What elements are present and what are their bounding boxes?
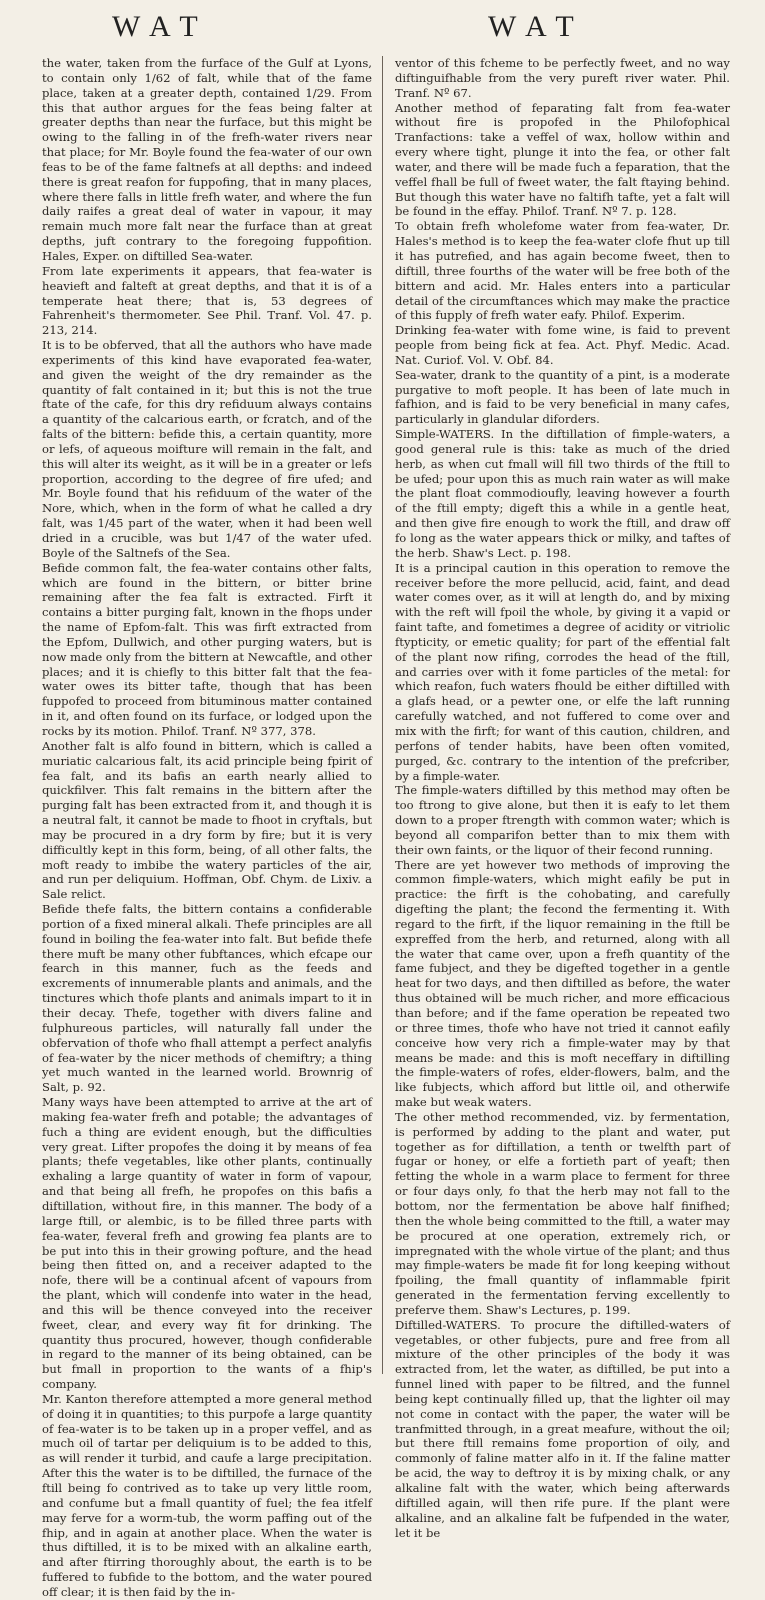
paragraph: It is to be obferved, that all the authors who have made experiments of this kind have evaporated fea-water, and given the weight of the dry remainder as the quantity of falt contained in it; but this is not the true ftate of the cafe, for this dry refiduum always contains a quantity of the calcarious earth, or fcratch, and of the falts of the bittern: befide this, a certain quantity, more or lefs, of aqueous moifture will remain in the falt, and this will alter its weight, as it will be in a greater or lefs proportion, according to the degree of fire ufed; and Mr. Boyle found that his refiduum of the water of the Nore, which, when in the form of what he called a dry falt, was 1/45 part of the water, when it had been well dried in a crucible, was but 1/47 of the water ufed. Boyle of the Saltnefs of the Sea. (42, 338, 372, 560)
right-column (395, 56, 730, 1540)
paragraph: To obtain frefh wholefome water from fea-water, Dr. Hales's method is to keep the fea-water clofe fhut up till it has putrefied, and has again become fweet, then to diftill, three fourths of the water will be free both of the bittern and acid. Mr. Hales enters into a particular detail of the circumftances which may make the practice of this fupply of frefh water eafy. Philof. Experim. (395, 219, 730, 323)
paragraph: Befide common falt, the fea-water contains other falts, which are found in the bittern, or bitter brine remaining after the fea falt is extracted. Firft it contains a bitter purging falt, known in the fhops under the name of Epfom-falt. This was firft extracted from the Epfom, Dullwich, and other purging waters, but is now made only from the bittern at Newcaftle, and other places; and it is chiefly to this bitter falt that the fea-water owes its bitter tafte, though that has been fuppofed to proceed from bituminous matter contained in it, and often found on its furface, or lodged upon the rocks by its motion. Philof. Tranf. Nº 377, 378. (42, 560, 372, 738)
paragraph: Another falt is alfo found in bittern, which is called a muriatic calcarious falt, its acid principle being fpirit of fea falt, and its bafis an earth nearly allied to quickfilver. This falt remains in the bittern after the purging falt has been extracted from it, and though it is a neutral falt, it cannot be made to fhoot in cryftals, but may be procured in a dry form by fire; but it is very difficultly kept in this form, being, of all other falts, the moft ready to imbibe the watery particles of the air, and run per deliquium. Hoffman, Obf. Chym. de Lixiv. a Sale relict. (42, 738, 372, 902)
paragraph: Sea-water, drank to the quantity of a pint, is a moderate purgative to moft people. It has been of late much in fafhion, and is faid to be very beneficial in many cafes, particularly in glandular diforders. (395, 367, 730, 427)
paragraph: From late experiments it appears, that fea-water is heavieft and falteft at great depths, and that it is of a temperate heat there; that is, 53 degrees of Fahrenheit's thermometer. See Phil. Tranf. Vol. 47. p. 213, 214. (42, 263, 372, 338)
paragraph: the water, taken from the furface of the Gulf at Lyons, to contain only 1/62 of falt, while that of the fame place, taken at a greater depth, contained 1/29. From this that author argues for the feas being falter at greater depths than near the furface, but this might be owing to the falling in of the frefh-water rivers near that place; for Mr. Boyle found the fea-water of our own feas to be of the fame faltnefs at all depths: and indeed there is great reafon for fuppofing, that in many places, where there falls in little frefh water, and where the fun daily raifes a great deal of water in vapour, it may remain much more falt near the furface than at great depths, juft contrary to the foregoing fuppofition. Hales, Exper. on diftilled Sea-water. (42, 56, 372, 263)
column-divider (382, 56, 383, 1374)
paragraph: Mr. Kanton therefore attempted a more general method of doing it in quantities; to this purpofe a large quantity of fea-water is to be taken up in a proper veffel, and as much oil of tartar per deliquium is to be added to this, as will render it turbid, and caufe a large precipitation. After this the water is to be diftilled, the furnace of the ftill being fo contrived as to take up very little room, and confume but a fmall quantity of fuel; the fea itfelf may ferve for a worm-tub, the worm paffing out of the fhip, and in again at another place. When the water is thus diftilled, it is to be mixed with an alkaline earth, and after ftirring thoroughly about, the earth is to be fuffered to fubfide to the bottom, and the water poured off clear; it is then faid by the in- (42, 1391, 372, 1599)
paragraph: Diftilled-WATERS. To procure the diftilled-waters of vegetables, or other fubjects, pure and free from all mixture of the other principles of the body it was extracted from, let the water, as diftilled, be put into a funnel lined with paper to be filtred, and the funnel being kept continually filled up, that the lighter oil may not come in contact with the paper, the water will be tranfmitted through, in a great meafure, without the oil; but there ftill remains fome proportion of oily, and commonly of faline matter alfo in it. If the faline matter be acid, the way to deftroy it is by mixing chalk, or any alkaline falt with the water, which being afterwards diftilled again, will then rife pure. If the plant were alkaline, and an alkaline falt be fufpended in the water, let it be (395, 1317, 730, 1540)
paragraph: There are yet however two methods of improving the common fimple-waters, which might eafily be put in practice: the firft is the cohobating, and carefully digefting the plant; the fecond the fermenting it. With regard to the firft, if the liquor remaining in the ftill be expreffed from the herb, and returned, along with all the water that came over, upon a frefh quantity of the fame fubject, and they be digefted together in a gentle heat for two days, and then diftilled as before, the water thus obtained will be much richer, and more efficacious than before; and if the fame operation be repeated two or three times, thofe who have not tried it cannot eafily conceive how very rich a fimple-water may by that means be made: and this is moft neceffary in diftilling the fimple-waters of rofes, elder-flowers, balm, and the like fubjects, which afford but little oil, and otherwife make but weak waters. (395, 857, 730, 1110)
paragraph: Many ways have been attempted to arrive at the art of making fea-water frefh and potable; the advantages of fuch a thing are evident enough, but the difficulties very great. Lifter propofes the doing it by means of fea plants; thefe vegetables, like other plants, continually exhaling a large quantity of water in form of vapour, and that being all frefh, he propofes on this bafis a diftillation, without fire, in this manner. The body of a large ftill, or alembic, is to be filled three parts with fea-water, feveral frefh and growing fea plants are to be put into this in their growing pofture, and the head being then fitted on, and a receiver adapted to the nofe, there will be a continual afcent of vapours from the plant, which will condenfe into water in the head, and this will be thence conveyed into the receiver fweet, clear, and every way fit for drinking. The quantity thus procured, however, though confiderable in regard to the manner of its being obtained, can be but fmall in proportion to the wants of a fhip's company. (42, 1095, 372, 1392)
paragraph: Simple-WATERS. In the diftillation of fimple-waters, a good general rule is this: take as much of the dried herb, as when cut fmall will fill two thirds of the ftill to be ufed; pour upon this as much rain water as will make the plant float commodioufly, leaving however a fourth of the ftill empty; digeft this a while in a gentle heat, and then give fire enough to work the ftill, and draw off fo long as the water appears thick or milky, and taftes of the herb. Shaw's Lect. p. 198. (395, 427, 730, 560)
left-column (42, 56, 372, 1600)
paragraph: The other method recommended, viz. by fermentation, is performed by adding to the plant and water, put together as for diftillation, a tenth or twelfth part of fugar or honey, or elfe a fortieth part of yeaft; then fetting the whole in a warm place to ferment for three or four days only, fo that the herb may not fall to the bottom, nor the fermentation be above half finifhed; then the whole being committed to the ftill, a water may be procured at one operation, extremely rich, or impregnated with the whole virtue of the plant; and thus may fimple-waters be made fit for long keeping without fpoiling, the fmall quantity of inflammable fpirit generated in the fermentation ferving excellently to preferve them. Shaw's Lectures, p. 199. (395, 1109, 730, 1317)
running-head-right: WAT (488, 10, 586, 43)
paragraph: It is a principal caution in this operation to remove the receiver before the more pellucid, acid, faint, and dead water comes over, as it will at length do, and by mixing with the reft will fpoil the whole, by giving it a vapid or faint tafte, and fometimes a degree of acidity or vitriolic ftypticity, or emetic quality; for part of the effential falt of the plant now rifing, corrodes the head of the ftill, and carries over with it fome particles of the metal: for which reafon, fuch waters fhould be either diftilled with a glafs head, or a pewter one, or elfe the laft running carefully watched, and not fuffered to come over and mix with the firft; for want of this caution, children, and perfons of tender habits, have been often vomited, purged, &c. contrary to the intention of the prefcriber, by a fimple-water. (395, 560, 730, 783)
paragraph: Drinking fea-water with fome wine, is faid to prevent people from being fick at fea. Act. Phyf. Medic. Acad. Nat. Curiof. Vol. V. Obf. 84. (395, 323, 730, 367)
paragraph: ventor of this fcheme to be perfectly fweet, and no way diftinguifhable from the very pureft river water. Phil. Tranf. Nº 67. (395, 56, 730, 100)
page-header (0, 10, 765, 46)
paragraph: Befide thefe falts, the bittern contains a confiderable portion of a fixed mineral alkali. Thefe principles are all found in boiling the fea-water into falt. But befide thefe there muft be many other fubftances, which efcape our fearch in this manner, fuch as the feeds and excrements of innumerable plants and animals, and the tinctures which thofe plants and animals impart to it in their decay. Thefe, together with divers faline and fulphureous particles, will naturally fall under the obfervation of thofe who fhall attempt a perfect analyfis of fea-water by the nicer methods of chemiftry; a thing yet much wanted in the learned world. Brownrig of Salt, p. 92. (42, 902, 372, 1095)
paragraph: Another method of feparating falt from fea-water without fire is propofed in the Philofophical Tranfactions: take a veffel of wax, hollow within and every where tight, plunge it into the fea, or other falt water, and there will be made fuch a feparation, that the veffel fhall be full of fweet water, the falt ftaying behind. But though this water have no faltifh tafte, yet a falt will be found in the effay. Philof. Tranf. Nº 7. p. 128. (395, 100, 730, 219)
paragraph: The fimple-waters diftilled by this method may often be too ftrong to give alone, but then it is eafy to let them down to a proper ftrength with common water; which is beyond all comparifon better than to mix them with their own faints, or the liquor of their fecond running. (395, 783, 730, 857)
running-head-left: WAT (112, 10, 210, 43)
